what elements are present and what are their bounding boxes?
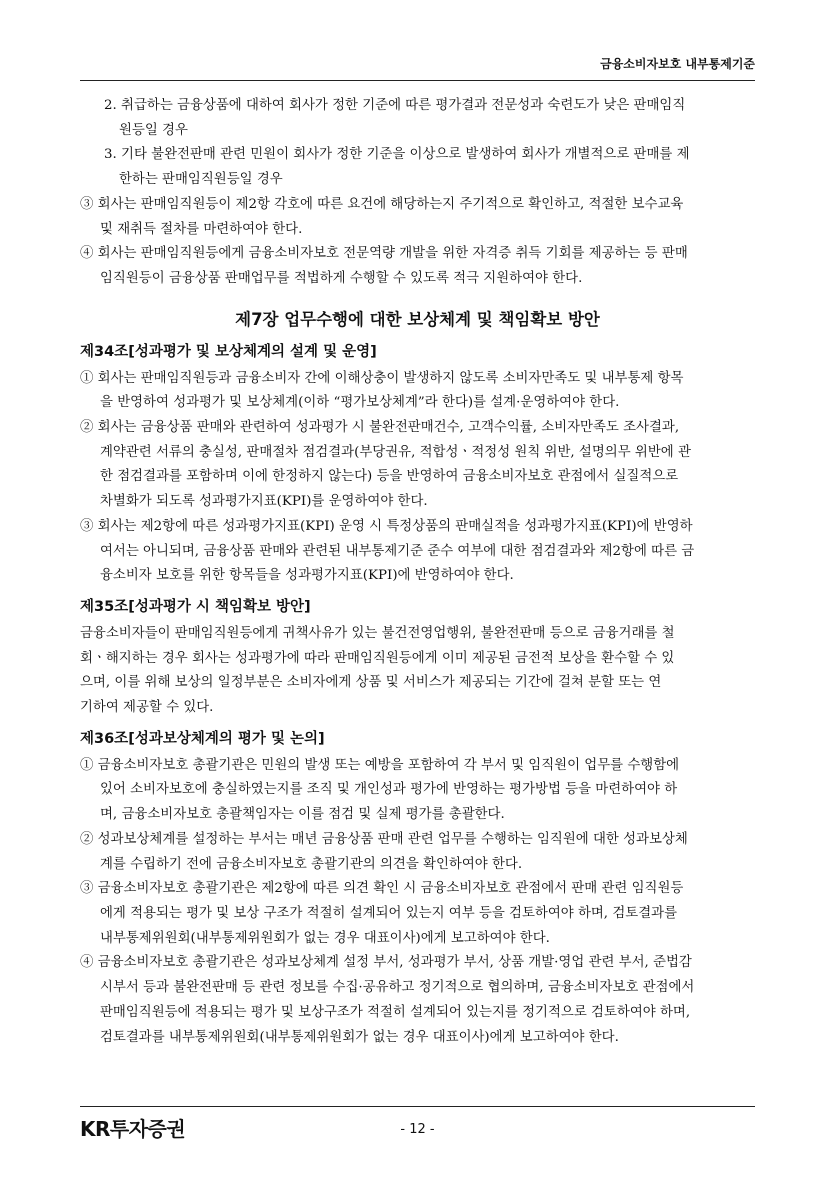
article-35-line: 으며, 이를 위해 보상의 일정부분은 소비자에게 상품 및 서비스가 제공되는 기간에 걸쳐 분할 또는 연 [80, 675, 662, 691]
header-divider [80, 80, 755, 81]
article-34-line: 을 반영하여 성과평가 및 보상체계(이하 “평가보상체계”라 한다)를 설계·운영하여야 한다. [100, 395, 620, 411]
article-36-line: 내부통제위원회(내부통제위원회가 없는 경우 대표이사)에게 보고하여야 한다. [100, 930, 550, 946]
chapter-title: 제7장 업무수행에 대한 보상체계 및 책임확보 방안 [235, 309, 600, 329]
article-34-body [80, 367, 755, 589]
intro-line: 2. 취급하는 금융상품에 대하여 회사가 정한 기준에 따른 평가결과 전문성과 숙련도가 낮은 판매임직 [104, 98, 686, 113]
article-35-line: 금융소비자들이 판매임직원등에게 귀책사유가 있는 불건전영업행위, 불완전판매 등으로 금융거래를 철 [80, 625, 675, 641]
article-36-line: ① 금융소비자보호 총괄기관은 민원의 발생 또는 예방을 포함하여 각 부서 및 임직원이 업무를 수행함에 [80, 757, 680, 773]
article-35-line: 회ㆍ해지하는 경우 회사는 성과평가에 따라 판매임직원등에게 이미 제공된 금전적 보상을 환수할 수 있 [80, 650, 675, 666]
article-36-line: 있어 소비자보호에 충실하였는지를 조직 및 개인성과 평가에 반영하는 평가방법 등을 마련하여야 하 [100, 782, 678, 798]
intro-line: 임직원등이 금융상품 판매업무를 적법하게 수행할 수 있도록 적극 지원하여야 한다. [100, 270, 583, 286]
article-34-line: 융소비자 보호를 위한 항목들을 성과평가지표(KPI)에 반영하여야 한다. [100, 568, 514, 584]
article-34-line: ① 회사는 판매임직원등과 금융소비자 간에 이해상충이 발생하지 않도록 소비자만족도 및 내부통제 항목 [80, 370, 684, 386]
article-35-title: 제35조[성과평가 시 책임확보 방안] [80, 598, 311, 615]
article-34-line: 계약관련 서류의 충실성, 판매절차 점검결과(부당권유, 적합성ㆍ적정성 원칙 위반, 설명의무 위반에 관 [100, 444, 691, 460]
intro-paragraphs [80, 94, 755, 292]
intro-line: ④ 회사는 판매임직원등에게 금융소비자보호 전문역량 개발을 위한 자격증 취득 기회를 제공하는 등 판매 [80, 246, 688, 262]
article-36-line: 계를 수립하기 전에 금융소비자보호 총괄기관의 의견을 확인하여야 한다. [100, 856, 523, 872]
article-34-line: ③ 회사는 제2항에 따른 성과평가지표(KPI) 운영 시 특정상품의 판매실적을 성과평가지표(KPI)에 반영하 [80, 518, 693, 534]
article-36-line: 검토결과를 내부통제위원회(내부통제위원회가 없는 경우 대표이사)에게 보고하여야 한다. [100, 1029, 619, 1045]
article-36-line: 며, 금융소비자보호 총괄책임자는 이를 점검 및 실제 평가를 총괄한다. [100, 807, 505, 823]
intro-line: ③ 회사는 판매임직원등이 제2항 각호에 따른 요건에 해당하는지 주기적으로 확인하고, 적절한 보수교육 [80, 196, 684, 212]
company-logo: KR투자증권 [80, 1117, 186, 1141]
footer-divider [80, 1106, 755, 1107]
article-36-title: 제36조[성과보상체계의 평가 및 논의] [80, 730, 325, 747]
intro-line: 한하는 판매임직원등일 경우 [119, 172, 283, 188]
article-34-line: 여서는 아니되며, 금융상품 판매와 관련된 내부통제기준 준수 여부에 대한 점검결과와 제2항에 따른 금 [100, 543, 695, 559]
article-34-line: 차별화가 되도록 성과평가지표(KPI)를 운영하여야 한다. [100, 494, 428, 510]
article-36-line: 판매임직원등에 적용되는 평가 및 보상구조가 적절히 설계되어 있는지를 정기적으로 검토하여야 하며, [100, 1004, 691, 1020]
page-number: - 12 - [400, 1122, 435, 1137]
article-34-line: ② 회사는 금융상품 판매와 관련하여 성과평가 시 불완전판매건수, 고객수익률, 소비자만족도 조사결과, [80, 420, 680, 436]
article-36-body [80, 754, 755, 1050]
intro-line: 3. 기타 불완전판매 관련 민원이 회사가 정한 기준을 이상으로 발생하여 회사가 개별적으로 판매를 제 [104, 147, 690, 163]
article-36-line: ③ 금융소비자보호 총괄기관은 제2항에 따른 의견 확인 시 금융소비자보호 관점에서 판매 관련 임직원등 [80, 881, 684, 897]
article-35-body [80, 622, 755, 721]
article-34-line: 한 점검결과를 포함하며 이에 한정하지 않는다) 등을 반영하여 금융소비자보호 관점에서 실질적으로 [100, 469, 679, 485]
document-header-title: 금융소비자보호 내부통제기준 [600, 57, 755, 71]
article-36-line: 에게 적용되는 평가 및 보상 구조가 적절히 설계되어 있는지 여부 등을 검토하여야 하며, 검토결과를 [100, 905, 678, 921]
article-36-line: 시부서 등과 불완전판매 등 관련 정보를 수집·공유하고 정기적으로 협의하며, 금융소비자보호 관점에서 [100, 980, 695, 996]
article-35-line: 기하여 제공할 수 있다. [80, 700, 214, 716]
intro-line: 원등일 경우 [119, 122, 188, 138]
article-36-line: ② 성과보상체계를 설정하는 부서는 매년 금융상품 판매 관련 업무를 수행하는 임직원에 대한 성과보상체 [80, 831, 688, 847]
page-body [80, 94, 755, 1050]
article-36-line: ④ 금융소비자보호 총괄기관은 성과보상체계 설정 부서, 성과평가 부서, 상품 개발·영업 관련 부서, 준법감 [80, 955, 692, 971]
intro-line: 및 재취득 절차를 마련하여야 한다. [100, 221, 303, 237]
article-34-title: 제34조[성과평가 및 보상체계의 설계 및 운영] [80, 343, 377, 360]
